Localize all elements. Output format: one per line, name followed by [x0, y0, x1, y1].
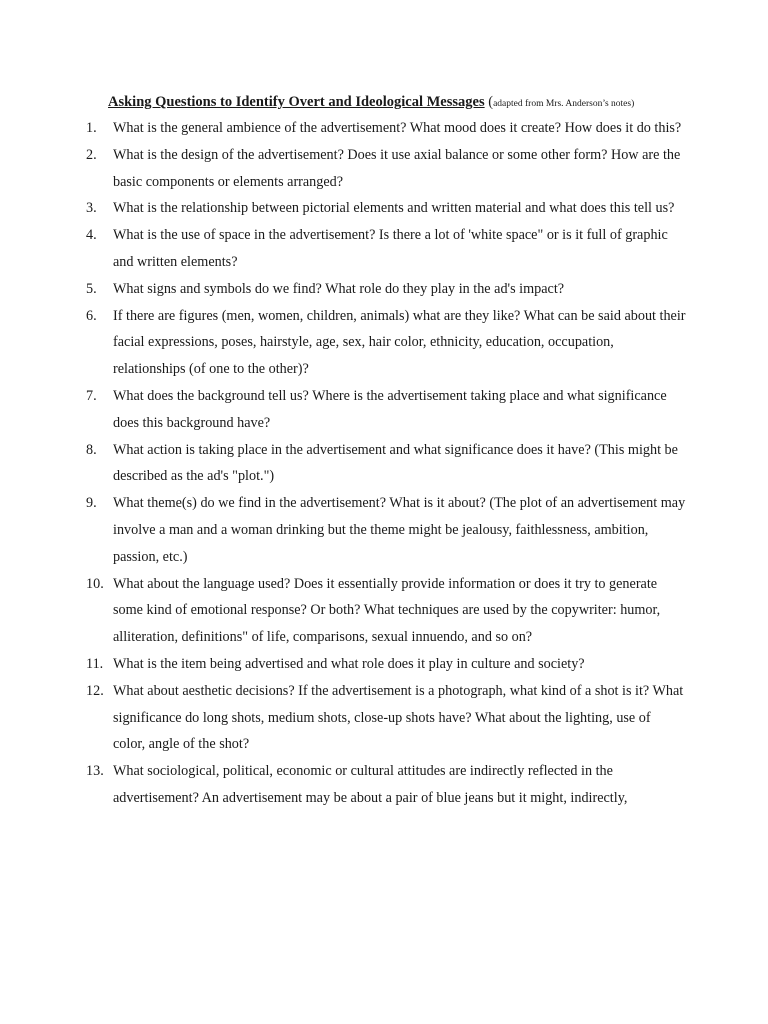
list-item [86, 303, 686, 383]
list-item [86, 115, 686, 142]
item-number: 5. [86, 280, 97, 297]
item-number: 4. [86, 227, 97, 244]
title-main: Asking Questions to Identify Overt and Ideological Messages [108, 94, 485, 110]
item-number: 8. [86, 441, 97, 458]
item-text: What about aesthetic decisions? If the advertisement is a photograph, what kind of a shot is it? What significance do long shots, medium shots, close-up shots have? What about the lighting, use of color, angle of the shot? [113, 682, 684, 753]
item-text: What signs and symbols do we find? What role do they play in the ad's impact? [113, 280, 565, 297]
item-number: 10. [86, 575, 104, 592]
list-item [86, 678, 686, 758]
list-item [86, 437, 686, 491]
item-text: What is the item being advertised and what role does it play in culture and society? [113, 655, 585, 672]
item-number: 1. [86, 120, 97, 136]
item-text: What theme(s) do we find in the advertisement? What is it about? (The plot of an advertisement may involve a man and a woman drinking but the theme might be jealousy, faithlessness, ambition, passion, etc.) [113, 495, 686, 565]
item-text: If there are figures (men, women, children, animals) what are they like? What can be said about their facial expressions, poses, hairstyle, age, sex, hair color, ethnicity, education, occupation, relationships (of one to the other)? [113, 307, 686, 378]
item-text: What does the background tell us? Where is the advertisement taking place and what significance does this background have? [113, 387, 667, 431]
list-item [86, 758, 686, 812]
item-text: What action is taking place in the advertisement and what significance does it have? (This might be described as the ad's "plot.") [113, 441, 678, 485]
list-item [86, 571, 686, 651]
item-number: 12. [86, 682, 104, 699]
title-note-paren: ( [488, 94, 494, 110]
item-number: 9. [86, 495, 97, 512]
list-item [86, 651, 686, 678]
list-item [86, 222, 686, 276]
title-note: adapted from Mrs. Anderson’s notes) [493, 99, 635, 109]
list-item [86, 490, 686, 570]
item-number: 2. [86, 146, 97, 163]
list-item [86, 195, 686, 222]
list-item [86, 276, 686, 303]
item-text: What sociological, political, economic or cultural attitudes are indirectly reflected in the advertisement? An advertisement may be about a pair of blue jeans but it might, indirectly, [113, 763, 628, 806]
item-number: 13. [86, 763, 104, 780]
item-text: What about the language used? Does it essentially provide information or does it try to generate some kind of emotional response? Or both? What techniques are used by the copywriter: humor, alliteration, definitions" of life, comparisons, sexual innuendo, and so on? [113, 575, 661, 646]
item-number: 6. [86, 307, 97, 324]
item-number: 3. [86, 200, 97, 217]
item-number: 11. [86, 655, 104, 672]
question-list [86, 115, 686, 812]
document-title [108, 93, 708, 113]
item-number: 7. [86, 387, 97, 404]
item-text: What is the relationship between pictorial elements and written material and what does this tell us? [113, 200, 675, 217]
list-item [86, 383, 686, 437]
item-text: What is the use of space in the advertisement? Is there a lot of 'white space" or is it full of graphic and written elements? [113, 227, 668, 270]
list-item [86, 142, 686, 196]
item-text: What is the design of the advertisement? Does it use axial balance or some other form? How are the basic components or elements arranged? [113, 146, 681, 190]
item-text: What is the general ambience of the advertisement? What mood does it create? How does it do this? [113, 120, 682, 136]
